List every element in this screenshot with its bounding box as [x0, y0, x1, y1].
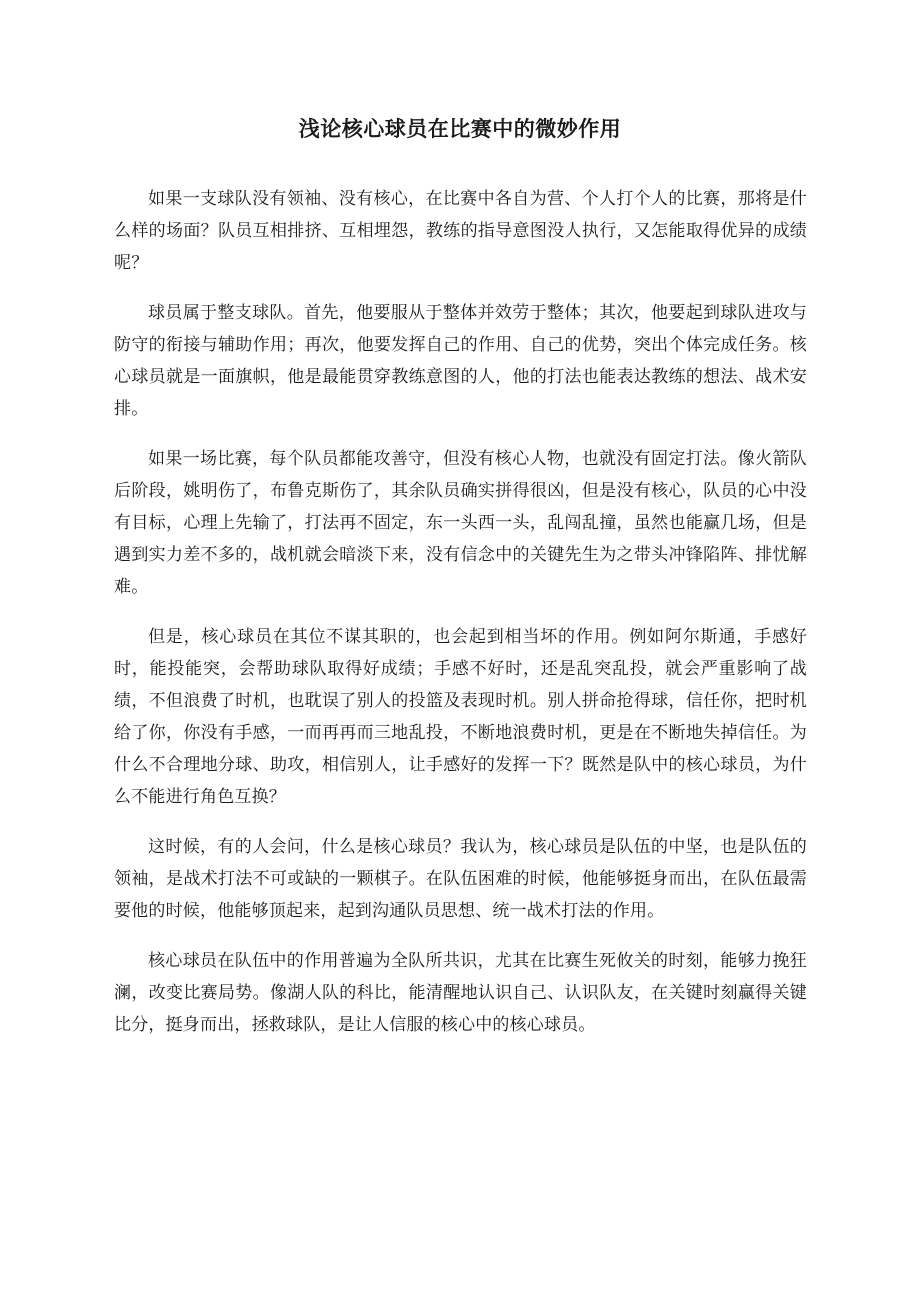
document-body [114, 183, 807, 1059]
document-title: 浅论核心球员在比赛中的微妙作用 [298, 117, 622, 141]
paragraph-6: 核心球员在队伍中的作用普遍为全队所共识，尤其在比赛生死攸关的时刻，能够力挽狂澜，改变比赛局势。像湖人队的科比，能清醒地认识自己、认识队友，在关键时刻赢得关键比分，挺身而出，拯救球队，是让人信服的核心中的核心球员。 [114, 951, 807, 1035]
paragraph-1: 如果一支球队没有领袖、没有核心，在比赛中各自为营、个人打个人的比赛，那将是什么样的场面？队员互相排挤、互相埋怨，教练的指导意图没人执行，又怎能取得优异的成绩呢？ [114, 189, 807, 273]
paragraph-5: 这时候，有的人会问，什么是核心球员？我认为，核心球员是队伍的中坚，也是队伍的领袖，是战术打法不可或缺的一颗棋子。在队伍困难的时候，他能够挺身而出，在队伍最需要他的时候，他能够顶起来，起到沟通队员思想、统一战术打法的作用。 [114, 837, 807, 921]
paragraph-2: 球员属于整支球队。首先，他要服从于整体并效劳于整体；其次，他要起到球队进攻与防守的衔接与辅助作用；再次，他要发挥自己的作用、自己的优势，突出个体完成任务。核心球员就是一面旗帜，他是最能贯穿教练意图的人，他的打法也能表达教练的想法、战术安排。 [114, 303, 807, 419]
paragraph-3: 如果一场比赛，每个队员都能攻善守，但没有核心人物，也就没有固定打法。像火箭队后阶段，姚明伤了，布鲁克斯伤了，其余队员确实拼得很凶，但是没有核心，队员的心中没有目标，心理上先输了，打法再不固定，东一头西一头，乱闯乱撞，虽然也能赢几场，但是遇到实力差不多的，战机就会暗淡下来，没有信念中的关键先生为之带头冲锋陷阵、排忧解难。 [114, 449, 807, 597]
paragraph-4: 但是，核心球员在其位不谋其职的，也会起到相当坏的作用。例如阿尔斯通，手感好时，能投能突，会帮助球队取得好成绩；手感不好时，还是乱突乱投，就会严重影响了战绩，不但浪费了时机，也耽误了别人的投篮及表现时机。别人拼命抢得球，信任你，把时机给了你，你没有手感，一而再再而三地乱投，不断地浪费时机，更是在不断地失掉信任。为什么不合理地分球、助攻，相信别人，让手感好的发挥一下？既然是队中的核心球员，为什么不能进行角色互换？ [114, 627, 807, 807]
